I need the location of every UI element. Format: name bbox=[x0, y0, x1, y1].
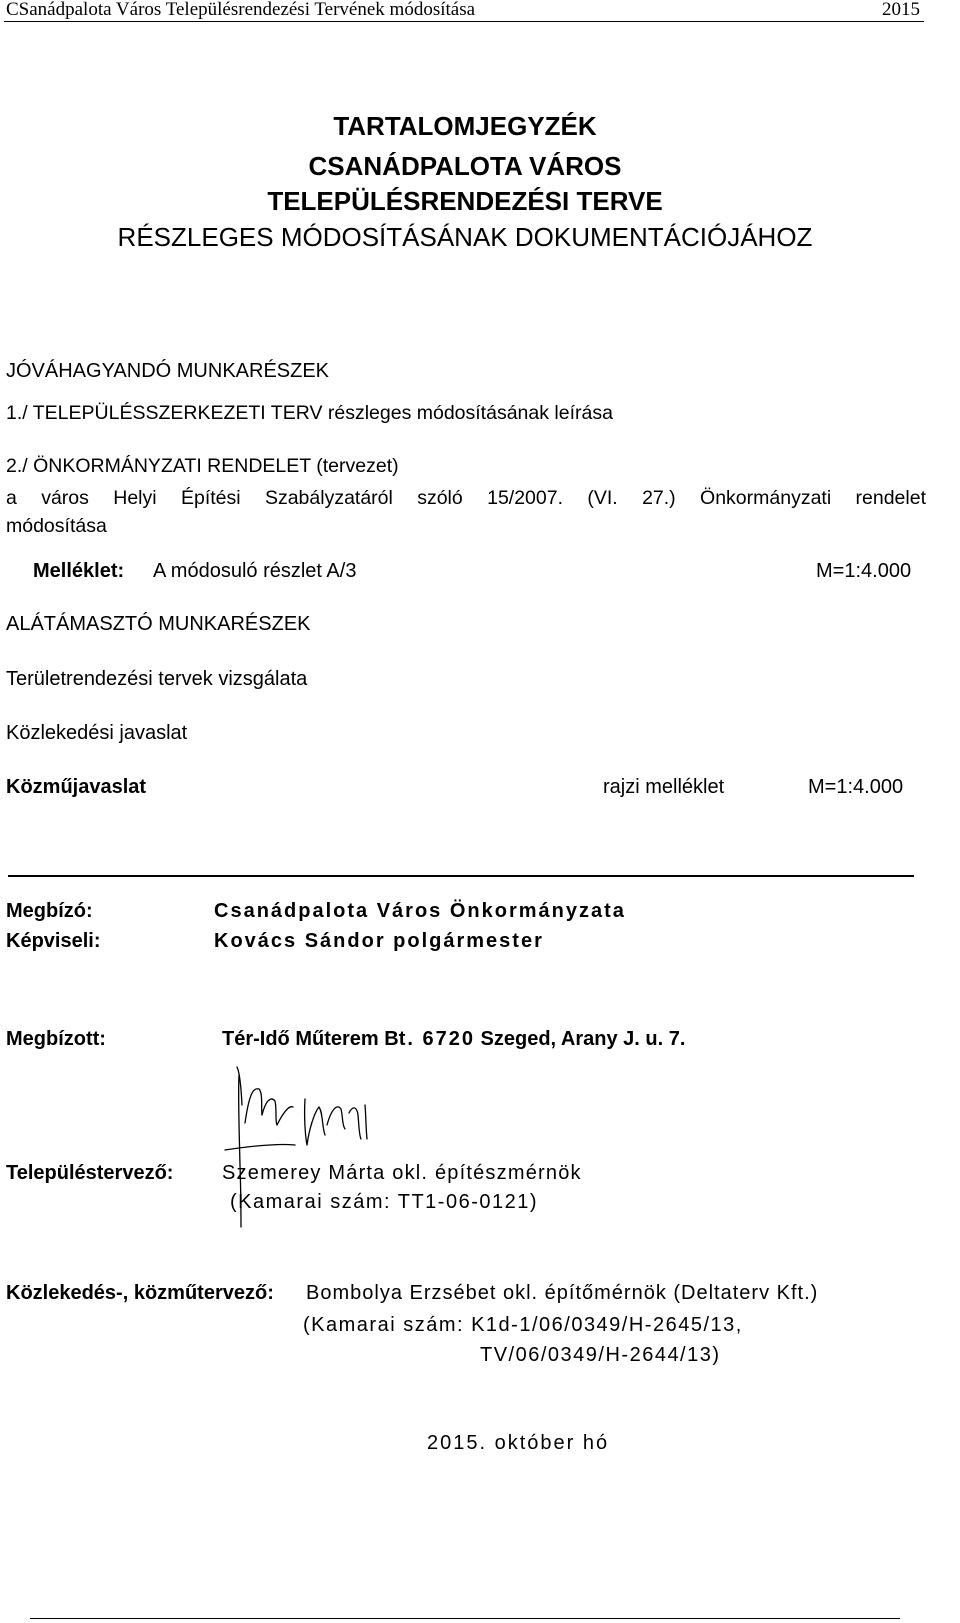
support-item-3: Közműjavaslat bbox=[6, 776, 147, 798]
contractor-name: Tér-Idő Műterem B bbox=[222, 1028, 399, 1050]
footer-rule bbox=[30, 1618, 900, 1619]
support-item-1: Területrendezési tervek vizsgálata bbox=[6, 668, 308, 690]
planner-label: Településtervező: bbox=[6, 1162, 174, 1184]
contractor-zip: t. 6720 bbox=[398, 1028, 475, 1050]
header-year: 2015 bbox=[882, 0, 920, 20]
approve-item-2-desc-end: módosítása bbox=[6, 515, 107, 537]
plan-title: TELEPÜLÉSRENDEZÉSI TERVE bbox=[267, 186, 663, 216]
header-title: CSanádpalota Város Településrendezési Tervének módosítása bbox=[6, 0, 476, 20]
approve-item-2: 2./ ÖNKORMÁNYZATI RENDELET (tervezet) bbox=[6, 455, 399, 477]
header-rule bbox=[4, 21, 924, 22]
representative-label: Képviseli: bbox=[6, 930, 101, 952]
planner-chamber: (Kamarai szám: TT1-06-0121) bbox=[230, 1191, 538, 1213]
document-subtitle: RÉSZLEGES MÓDOSÍTÁSÁNAK DOKUMENTÁCIÓJÁHOZ bbox=[117, 222, 813, 252]
traffic-chamber-2: TV/06/0349/H-2644/13) bbox=[480, 1344, 721, 1366]
representative-value: Kovács Sándor polgármester bbox=[214, 930, 544, 952]
support-item-3-scale: M=1:4.000 bbox=[808, 776, 904, 798]
contractor-label: Megbízott: bbox=[6, 1028, 106, 1050]
annex-label: Melléklet: bbox=[33, 560, 125, 582]
approve-item-2-desc: a város Helyi Építési Szabályzatáról szóló 15/2007. (VI. 27.) Önkormányzati rendelet bbox=[6, 487, 926, 509]
planner-name: Szemerey Márta okl. építészmérnök bbox=[222, 1162, 582, 1184]
support-heading: ALÁTÁMASZTÓ MUNKARÉSZEK bbox=[6, 613, 311, 635]
traffic-name: Bombolya Erzsébet okl. építőmérnök (Deltaterv Kft.) bbox=[306, 1282, 819, 1304]
traffic-label: Közlekedés-, közműtervező: bbox=[6, 1282, 274, 1304]
contents-title: TARTALOMJEGYZÉK bbox=[333, 111, 597, 141]
annex-scale: M=1:4.000 bbox=[816, 560, 912, 582]
support-item-3-annex: rajzi melléklet bbox=[603, 776, 725, 798]
client-value: Csanádpalota Város Önkormányzata bbox=[214, 900, 626, 922]
approve-item-1: 1./ TELEPÜLÉSSZERKEZETI TERV részleges módosításának leírása bbox=[6, 402, 613, 424]
city-title: CSANÁDPALOTA VÁROS bbox=[308, 151, 622, 181]
section-divider bbox=[8, 875, 914, 877]
annex-text: A módosuló részlet A/3 bbox=[153, 560, 357, 582]
document-date: 2015. október hó bbox=[427, 1432, 610, 1454]
contractor-value bbox=[222, 1028, 685, 1051]
traffic-chamber-1: (Kamarai szám: K1d-1/06/0349/H-2645/13, bbox=[303, 1314, 743, 1336]
contractor-address: Szeged, Arany J. u. 7. bbox=[474, 1028, 686, 1050]
support-item-2: Közlekedési javaslat bbox=[6, 722, 188, 744]
approve-heading: JÓVÁHAGYANDÓ MUNKARÉSZEK bbox=[6, 360, 330, 382]
client-label: Megbízó: bbox=[6, 900, 93, 922]
